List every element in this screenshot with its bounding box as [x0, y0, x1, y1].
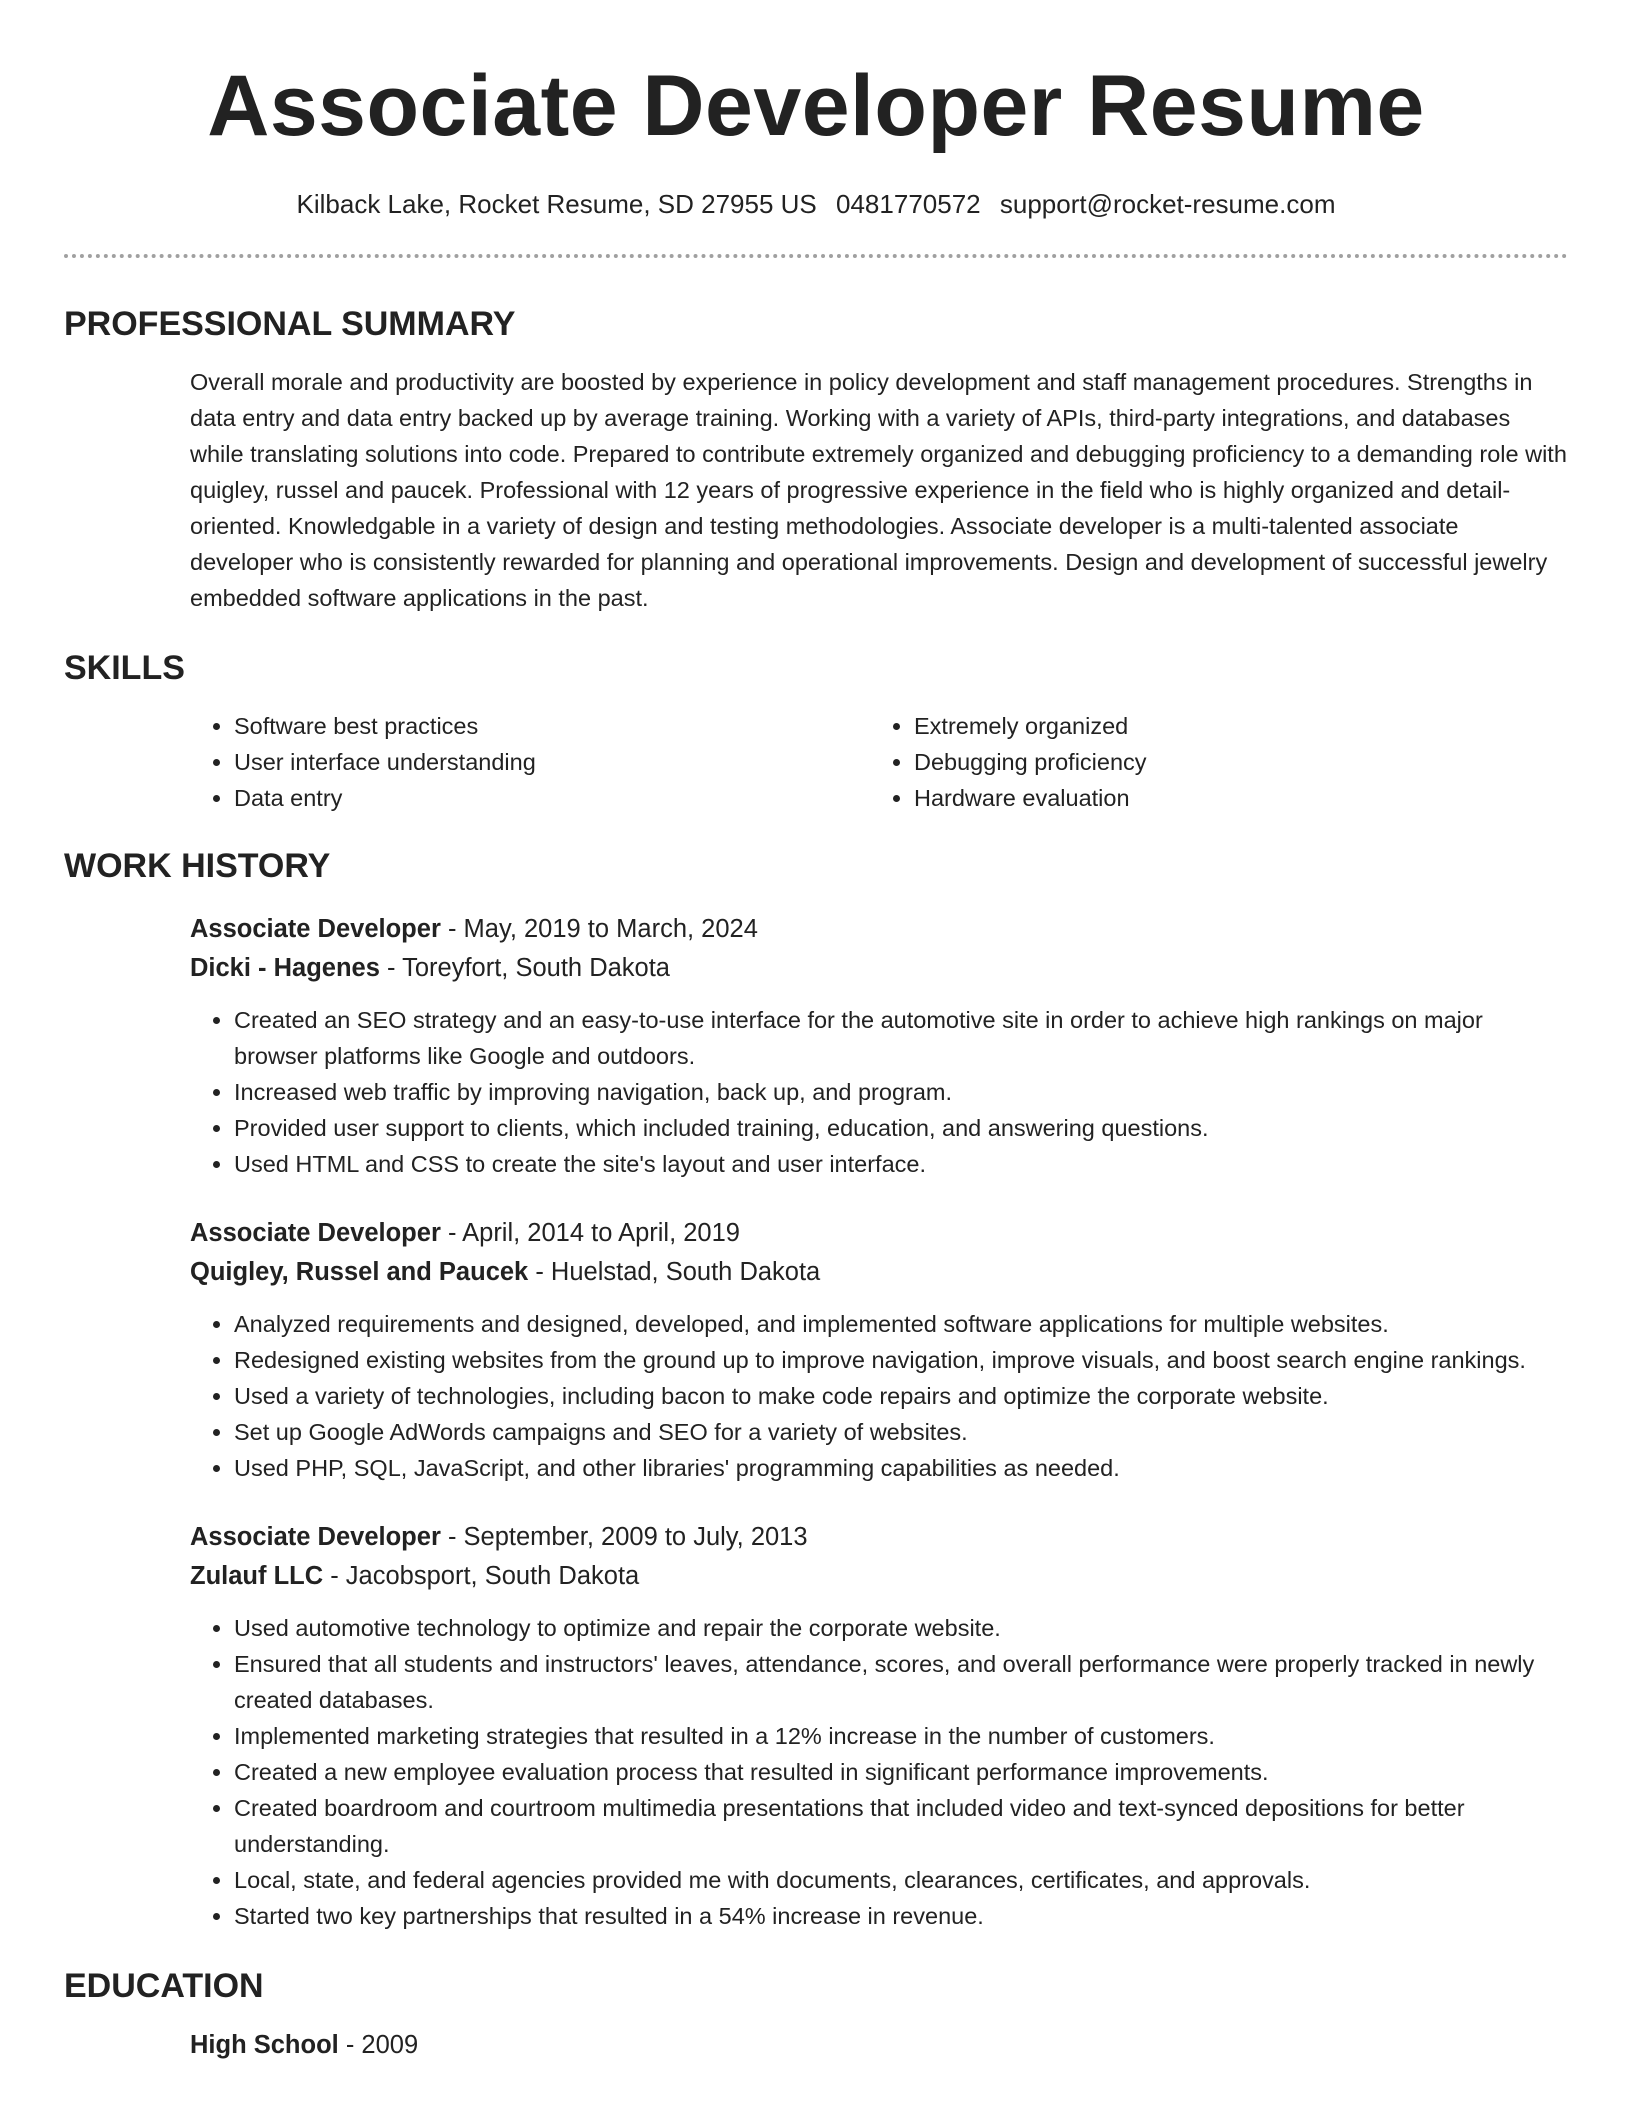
job-duty: • Provided user support to clients, which included training, education, and answering questions. [234, 1110, 1568, 1146]
page-title: Associate Developer Resume [207, 58, 1425, 154]
skill-item: • Debugging proficiency [914, 744, 1550, 780]
job-role: Associate Developer [190, 915, 441, 943]
job-company-line [190, 949, 1568, 988]
job-role-line [190, 1214, 1568, 1253]
skill-item: • Data entry [234, 780, 870, 816]
summary-text: Overall morale and productivity are boosted by experience in policy development and staff management procedures. Strengths in data entry and data entry backed up by average training. Working with a variety of APIs, third-party integrations, and databases while translating solutions into code. Prepared to contribute extremely organized and debugging proficiency to a demanding role with quigley, russel and paucek. Professional with 12 years of progressive experience in the field who is highly organized and detail-oriented. Knowledgable in a variety of design and testing methodologies. Associate developer is a multi-talented associate developer who is consistently rewarded for planning and operational improvements. Design and development of successful jewelry embedded software applications in the past. [190, 369, 1567, 611]
job-duties [190, 1306, 1568, 1486]
job-entry [190, 1518, 1568, 1934]
skill-item: • User interface understanding [234, 744, 870, 780]
job-duty: • Used HTML and CSS to create the site's layout and user interface. [234, 1146, 1568, 1182]
job-entry [190, 1214, 1568, 1486]
education-entry [190, 2026, 1568, 2065]
job-company: Zulauf LLC [190, 1562, 324, 1590]
job-role: Associate Developer [190, 1523, 441, 1551]
job-role-line [190, 910, 1568, 949]
work-history-heading: WORK HISTORY [64, 847, 331, 885]
job-company-line [190, 1253, 1568, 1292]
resume-page [64, 0, 1568, 2065]
skills-heading: SKILLS [64, 649, 185, 687]
job-dates: - April, 2014 to April, 2019 [440, 1219, 740, 1247]
job-duty: • Used a variety of technologies, including bacon to make code repairs and optimize the corporate website. [234, 1378, 1568, 1414]
skills-list [190, 708, 1568, 816]
contact-line [64, 188, 1568, 220]
job-duty: • Created a new employee evaluation process that resulted in significant performance improvements. [234, 1754, 1568, 1790]
job-duty: • Local, state, and federal agencies provided me with documents, clearances, certificates, and approvals. [234, 1862, 1568, 1898]
job-dates: - May, 2019 to March, 2024 [440, 915, 758, 943]
skill-item: • Extremely organized [914, 708, 1550, 744]
job-location: - Toreyfort, South Dakota [379, 954, 670, 982]
contact-email: support@rocket-resume.com [999, 189, 1336, 219]
job-dates: - September, 2009 to July, 2013 [440, 1523, 808, 1551]
header-divider [64, 254, 1568, 258]
job-location: - Jacobsport, South Dakota [323, 1562, 640, 1590]
education-year: - 2009 [338, 2031, 419, 2059]
job-duty: • Implemented marketing strategies that resulted in a 12% increase in the number of customers. [234, 1718, 1568, 1754]
skills-column-left [190, 708, 870, 816]
job-duty: • Analyzed requirements and designed, developed, and implemented software applications for multiple websites. [234, 1306, 1568, 1342]
job-duties [190, 1002, 1568, 1182]
work-history-list [190, 910, 1568, 1934]
summary-heading: PROFESSIONAL SUMMARY [64, 305, 516, 343]
education-heading: EDUCATION [64, 1967, 264, 2005]
job-location: - Huelstad, South Dakota [528, 1258, 821, 1286]
job-company: Dicki - Hagenes [190, 954, 380, 982]
skill-item: • Software best practices [234, 708, 870, 744]
job-duty: • Used PHP, SQL, JavaScript, and other libraries' programming capabilities as needed. [234, 1450, 1568, 1486]
skill-item: • Hardware evaluation [914, 780, 1550, 816]
contact-phone: 0481770572 [836, 189, 981, 219]
job-role: Associate Developer [190, 1219, 441, 1247]
job-company-line [190, 1557, 1568, 1596]
job-duty: • Started two key partnerships that resulted in a 54% increase in revenue. [234, 1898, 1568, 1934]
job-role-line [190, 1518, 1568, 1557]
job-duty: • Set up Google AdWords campaigns and SEO for a variety of websites. [234, 1414, 1568, 1450]
job-duties [190, 1610, 1568, 1934]
job-entry [190, 910, 1568, 1182]
job-duty: • Created an SEO strategy and an easy-to-use interface for the automotive site in order to achieve high rankings on major browser platforms like Google and outdoors. [234, 1002, 1568, 1074]
contact-address: Kilback Lake, Rocket Resume, SD 27955 US [296, 189, 817, 219]
education-degree: High School [190, 2031, 339, 2059]
job-duty: • Increased web traffic by improving navigation, back up, and program. [234, 1074, 1568, 1110]
job-duty: • Redesigned existing websites from the ground up to improve navigation, improve visuals, and boost search engine rankings. [234, 1342, 1568, 1378]
job-duty: • Ensured that all students and instructors' leaves, attendance, scores, and overall performance were properly tracked in newly created databases. [234, 1646, 1568, 1718]
job-company: Quigley, Russel and Paucek [190, 1258, 529, 1286]
job-duty: • Created boardroom and courtroom multimedia presentations that included video and text-synced depositions for better understanding. [234, 1790, 1568, 1862]
job-duty: • Used automotive technology to optimize and repair the corporate website. [234, 1610, 1568, 1646]
skills-column-right [870, 708, 1550, 816]
